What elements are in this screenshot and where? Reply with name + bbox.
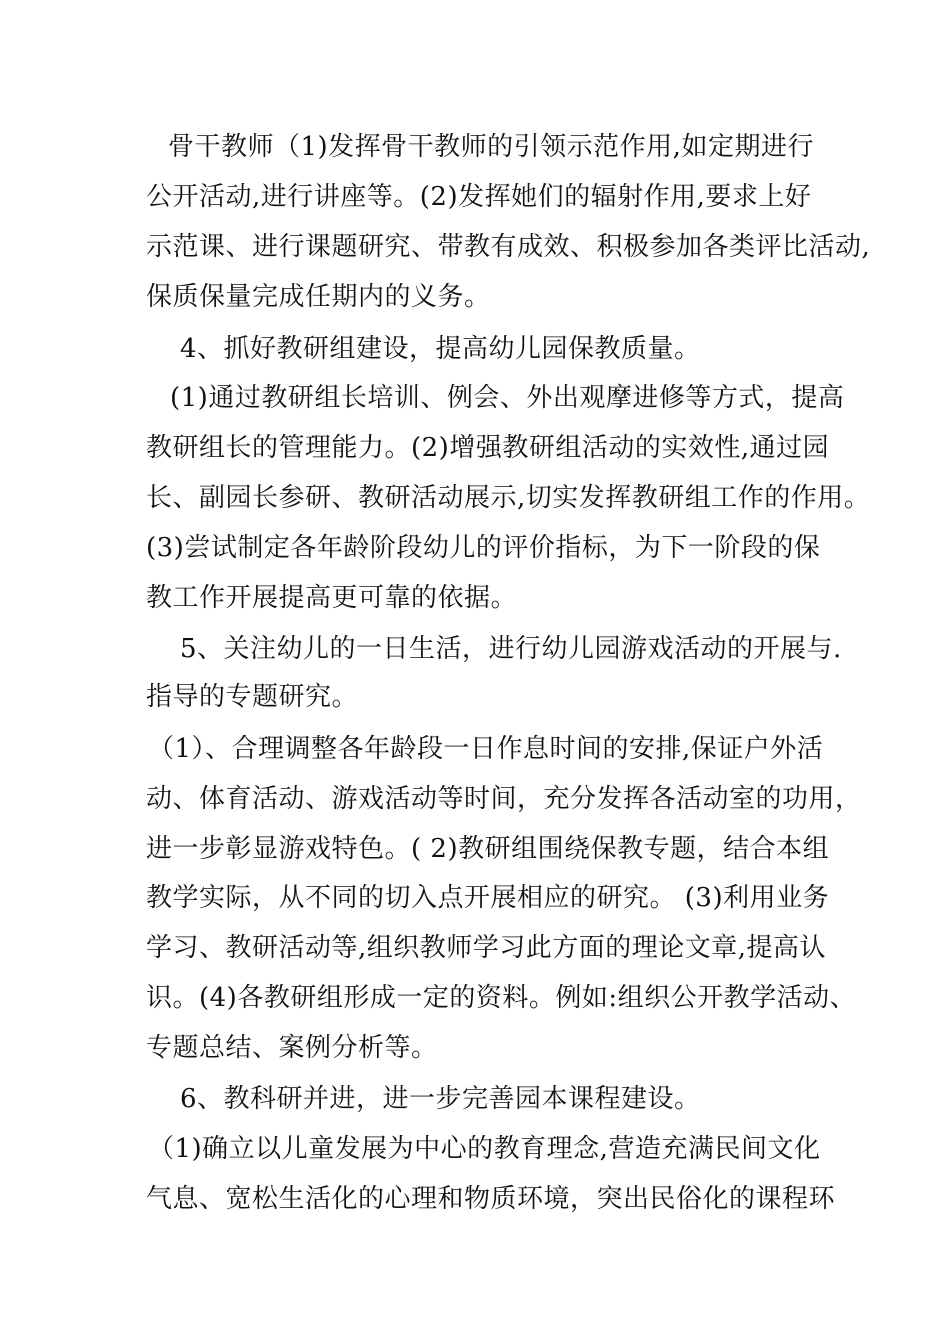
- text-line-8: 长、副园长参研、教研活动展示,切实发挥教研组工作的作用。: [146, 483, 871, 513]
- text-line-17: 学习、教研活动等,组织教师学习此方面的理论文章,提高认: [146, 933, 827, 963]
- text-line-5: 4、抓好教研组建设，提高幼儿园保教质量。: [180, 334, 701, 364]
- text-line-18: 识。(4)各教研组形成一定的资料。例如:组织公开教学活动、: [146, 983, 857, 1013]
- text-line-22: 气息、宽松生活化的心理和物质环境，突出民俗化的课程环: [146, 1184, 836, 1214]
- text-line-10: 教工作开展提高更可靠的依据。: [146, 583, 518, 613]
- text-line-1: 骨干教师（1)发挥骨干教师的引领示范作用,如定期进行: [168, 132, 814, 162]
- text-line-15: 进一步彰显游戏特色。( 2)教研组围绕保教专题，结合本组: [146, 834, 830, 864]
- text-line-6: (1)通过教研组长培训、例会、外出观摩进修等方式，提高: [170, 383, 845, 413]
- text-line-13: （1）、合理调整各年龄段一日作息时间的安排,保证户外活: [148, 734, 824, 764]
- text-line-7: 教研组长的管理能力。(2)增强教研组活动的实效性,通过园: [146, 433, 830, 463]
- text-line-3: 示范课、进行课题研究、带教有成效、积极参加各类评比活动,: [146, 232, 871, 262]
- text-line-4: 保质保量完成任期内的义务。: [146, 282, 491, 312]
- text-line-14: 动、体育活动、游戏活动等时间，充分发挥各活动室的功用，: [146, 784, 862, 814]
- text-line-19: 专题总结、案例分析等。: [146, 1033, 438, 1063]
- text-line-16: 教学实际，从不同的切入点开展相应的研究。 (3)利用业务: [146, 883, 830, 913]
- text-line-11: 5、关注幼儿的一日生活，进行幼儿园游戏活动的开展与.: [180, 634, 842, 664]
- text-line-2: 公开活动,进行讲座等。(2)发挥她们的辐射作用,要求上好: [146, 182, 812, 212]
- text-line-12: 指导的专题研究。: [146, 682, 359, 712]
- text-line-21: （1)确立以儿童发展为中心的教育理念,营造充满民间文化: [148, 1134, 821, 1164]
- text-line-9: (3)尝试制定各年龄阶段幼儿的评价指标，为下一阶段的保: [146, 533, 821, 563]
- text-line-20: 6、教科研并进，进一步完善园本课程建设。: [180, 1084, 701, 1114]
